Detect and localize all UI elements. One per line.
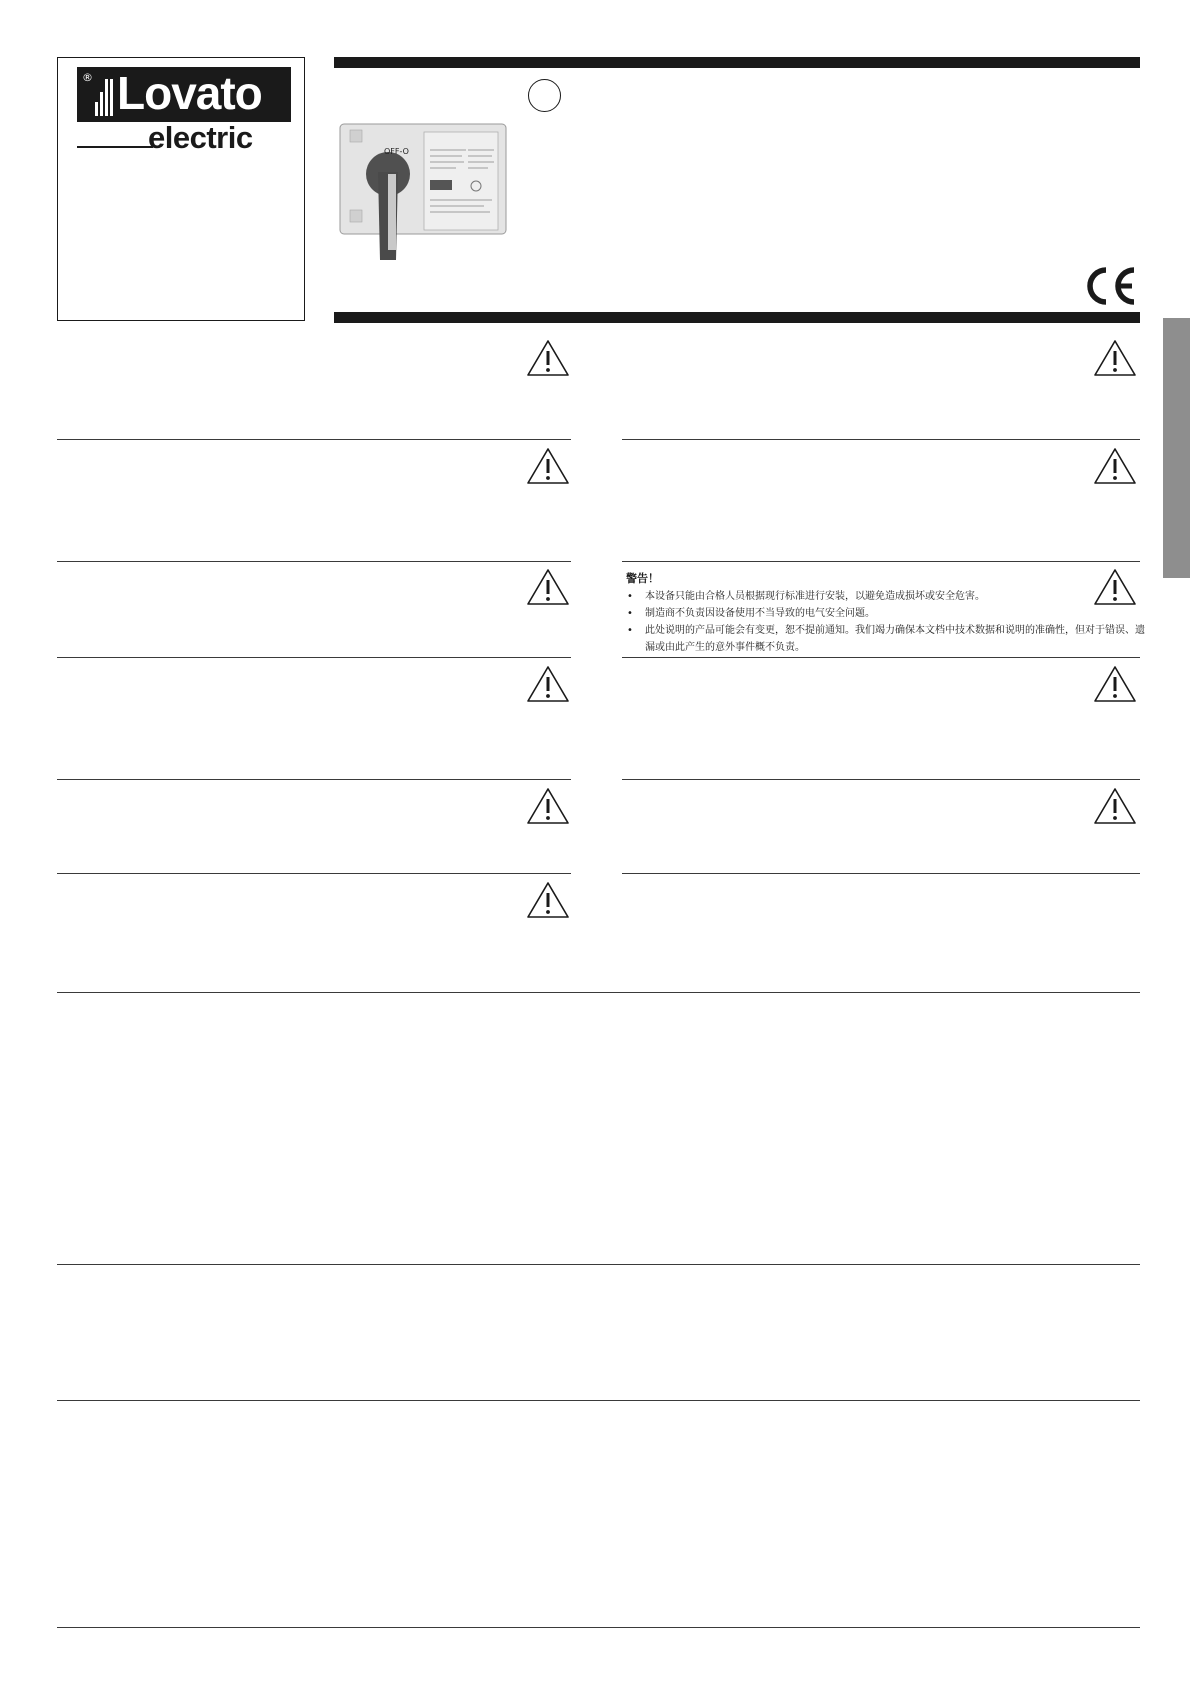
full-width-divider — [57, 1400, 1140, 1401]
section-divider — [57, 561, 571, 562]
ce-mark-icon — [1082, 265, 1138, 307]
warning-triangle-icon — [526, 787, 570, 825]
language-circle-badge — [528, 79, 561, 112]
side-tab — [1163, 318, 1190, 578]
section-divider — [622, 657, 1140, 658]
warning-triangle-icon — [1093, 787, 1137, 825]
product-photo — [334, 110, 514, 275]
section-divider — [622, 779, 1140, 780]
full-width-divider — [57, 1264, 1140, 1265]
warning-title: 警告！ — [626, 572, 659, 585]
section-divider — [57, 657, 571, 658]
section-divider — [622, 873, 1140, 874]
warning-triangle-icon — [526, 881, 570, 919]
section-divider — [57, 779, 571, 780]
logo-rule — [77, 146, 153, 148]
header-bottom-band — [334, 312, 1140, 323]
svg-text:OFF-O: OFF-O — [384, 147, 409, 156]
section-divider — [57, 873, 571, 874]
warning-bullet: • 制造商不负责因设备使用不当导致的电气安全问题。 — [626, 605, 1146, 622]
full-width-divider — [57, 1627, 1140, 1628]
registered-mark: ® — [82, 71, 93, 84]
warning-triangle-icon — [526, 339, 570, 377]
warning-triangle-icon — [1093, 447, 1137, 485]
full-width-divider — [57, 992, 1140, 993]
warning-triangle-icon — [1093, 665, 1137, 703]
warning-triangle-icon — [526, 665, 570, 703]
header-top-band — [334, 57, 1140, 68]
logo-bars-icon — [95, 79, 115, 116]
section-divider — [57, 439, 571, 440]
warning-triangle-icon — [526, 568, 570, 606]
warning-triangle-icon — [1093, 339, 1137, 377]
warning-list — [626, 588, 1146, 656]
warning-triangle-icon — [526, 447, 570, 485]
section-divider — [622, 561, 1140, 562]
warning-bullet: • 本设备只能由合格人员根据现行标准进行安装，以避免造成损坏或安全危害。 — [626, 588, 1146, 605]
brand-sub: electric — [148, 120, 253, 155]
brand-word: Lovato — [117, 67, 262, 119]
warning-bullet: • 此处说明的产品可能会有变更，恕不提前通知。我们竭力确保本文档中技术数据和说明的准确性，但对于错误、遗漏或由此产生的意外事件概不负责。 — [626, 622, 1146, 656]
chinese-warning-block — [626, 570, 1146, 656]
section-divider — [622, 439, 1140, 440]
